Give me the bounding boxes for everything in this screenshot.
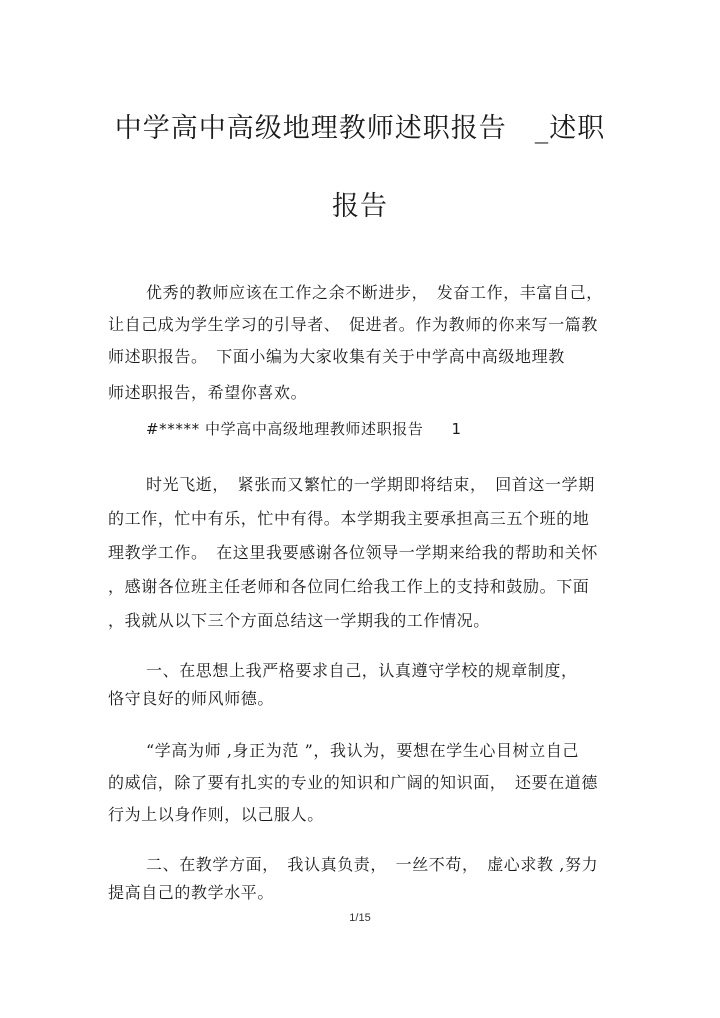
paragraph-line: ，感谢各位班主任老师和各位同仁给我工作上的支持和鼓励。下面 bbox=[108, 577, 590, 596]
paragraph-line: 行为上以身作则，以己服人。 bbox=[108, 805, 324, 824]
document-title-line1: 中学高中高级地理教师述职报告 _述职 bbox=[114, 113, 606, 144]
section-heading-number: 1 bbox=[451, 420, 462, 438]
paragraph-line: 的威信，除了要有扎实的专业的知识和广阔的知识面， 还要在道德 bbox=[108, 773, 599, 792]
paragraph-line: 提高自己的教学水平。 bbox=[108, 883, 275, 902]
section-heading bbox=[146, 418, 462, 439]
paragraph-line: ，我就从以下三个方面总结这一学期我的工作情况。 bbox=[108, 611, 490, 630]
intro-line: 师述职报告，希望你喜欢。 bbox=[108, 383, 308, 402]
intro-line: 师述职报告。 下面小编为大家收集有关于中学高中高级地理教 bbox=[108, 347, 565, 366]
paragraph-line: 理教学工作。 在这里我要感谢各位领导一学期来给我的帮助和关怀 bbox=[108, 543, 599, 562]
intro-line: 让自己成为学生学习的引导者、 促进者。作为教师的你来写一篇教 bbox=[108, 315, 599, 334]
page-number: 1/15 bbox=[349, 912, 371, 924]
paragraph-line: 二、在教学方面， 我认真负责， 一丝不苟， 虚心求教 ,努力 bbox=[146, 855, 599, 874]
document-title-line2: 报告 bbox=[332, 191, 388, 222]
paragraph-line: “学高为师 ,身正为范 ”，我认为，要想在学生心目树立自己 bbox=[146, 741, 580, 760]
intro-line: 优秀的教师应该在工作之余不断进步， 发奋工作，丰富自己， bbox=[146, 283, 603, 302]
paragraph-line: 一、在思想上我严格要求自己，认真遵守学校的规章制度， bbox=[146, 661, 578, 680]
section-heading-text: #***** 中学高中高级地理教师述职报告 bbox=[146, 420, 424, 438]
paragraph-line: 的工作，忙中有乐，忙中有得。本学期我主要承担高三五个班的地 bbox=[108, 509, 590, 528]
paragraph-line: 恪守良好的师风师德。 bbox=[108, 689, 275, 708]
paragraph-line: 时光飞逝， 紧张而又繁忙的一学期即将结束， 回首这一学期 bbox=[146, 475, 595, 494]
